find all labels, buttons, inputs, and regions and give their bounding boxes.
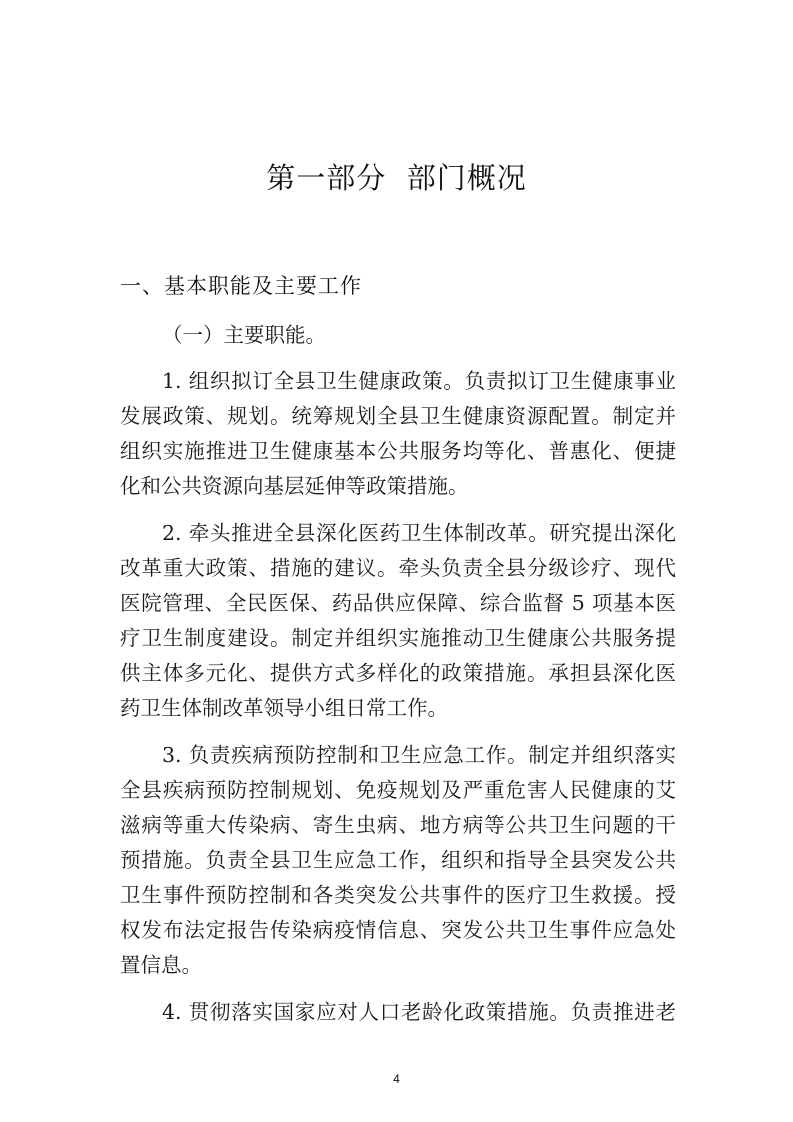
paragraph-line: 医院管理、全民医保、药品供应保障、综合监督 5 项基本医	[120, 591, 676, 615]
page-number: 4	[393, 1072, 400, 1086]
paragraph-line: 2. 牵头推进全县深化医药卫生体制改革。研究提出深化	[162, 521, 676, 545]
paragraph-line: 卫生事件预防控制和各类突发公共事件的医疗卫生救援。授	[120, 883, 676, 907]
paragraph-line: 改革重大政策、措施的建议。牵头负责全县分级诊疗、现代	[120, 556, 676, 580]
paragraph-line: 药卫生体制改革领导小组日常工作。	[120, 696, 448, 720]
paragraph-line: 全县疾病预防控制规划、免疫规划及严重危害人民健康的艾	[120, 778, 676, 802]
subsection-heading: （一）主要职能。	[162, 323, 326, 347]
paragraph-line: 组织实施推进卫生健康基本公共服务均等化、普惠化、便捷	[120, 439, 676, 463]
paragraph-line: 滋病等重大传染病、寄生虫病、地方病等公共卫生问题的干	[120, 813, 676, 837]
paragraph-line: 供主体多元化、提供方式多样化的政策措施。承担县深化医	[120, 661, 676, 685]
part-title: 第一部分 部门概况	[266, 161, 527, 195]
paragraph-line: 4. 贯彻落实国家应对人口老龄化政策措施。负责推进老	[162, 1000, 676, 1024]
paragraph-line: 权发布法定报告传染病疫情信息、突发公共卫生事件应急处	[120, 918, 676, 942]
paragraph-line: 化和公共资源向基层延伸等政策措施。	[120, 474, 469, 498]
paragraph-line: 3. 负责疾病预防控制和卫生应急工作。制定并组织落实	[162, 743, 676, 767]
paragraph-line: 疗卫生制度建设。制定并组织实施推动卫生健康公共服务提	[120, 626, 676, 650]
paragraph-line: 1. 组织拟订全县卫生健康政策。负责拟订卫生健康事业	[162, 369, 676, 393]
paragraph-line: 发展政策、规划。统筹规划全县卫生健康资源配置。制定并	[120, 404, 676, 428]
paragraph-line: 置信息。	[120, 953, 202, 977]
paragraph-line: 预措施。负责全县卫生应急工作，组织和指导全县突发公共	[120, 848, 676, 872]
section-heading: 一、基本职能及主要工作	[120, 274, 362, 298]
